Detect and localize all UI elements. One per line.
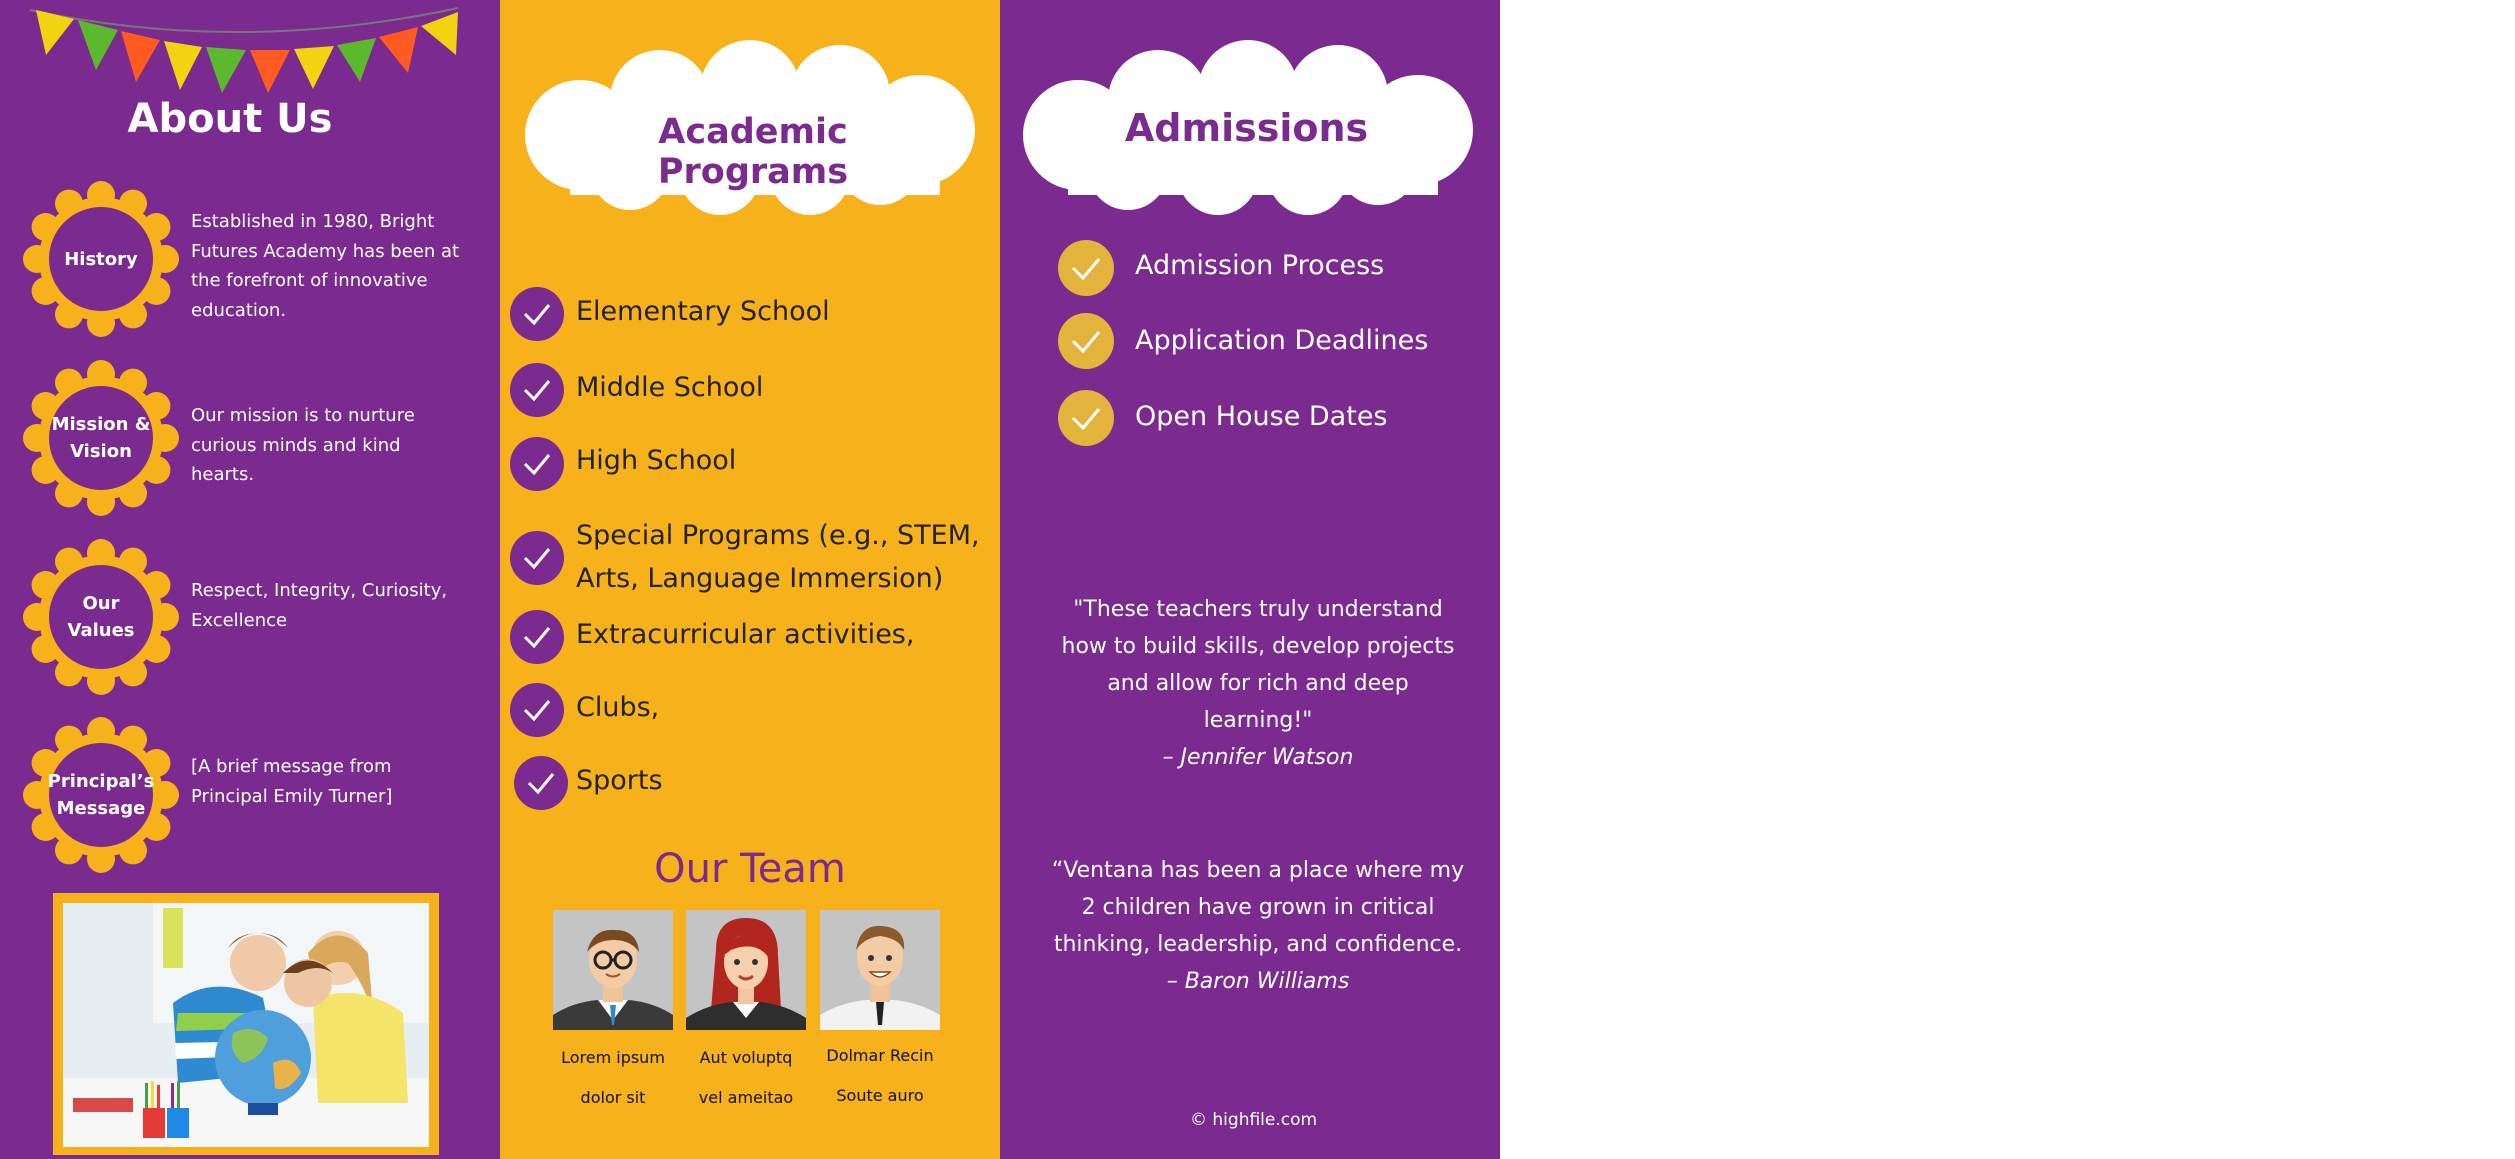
member-title: dolor sit bbox=[580, 1088, 646, 1107]
quote-author: – Jennifer Watson bbox=[1162, 745, 1354, 770]
member-name: Lorem ipsum bbox=[561, 1048, 665, 1067]
bunting-flags bbox=[0, 0, 470, 95]
member-name: Dolmar Recin bbox=[826, 1046, 934, 1065]
quote-author: – Baron Williams bbox=[1166, 969, 1350, 994]
children-globe-image bbox=[63, 903, 429, 1147]
check-icon bbox=[510, 610, 564, 664]
member-title: Soute auro bbox=[836, 1086, 924, 1105]
check-icon bbox=[1058, 313, 1114, 369]
check-icon bbox=[510, 363, 564, 417]
program-label: Special Programs (e.g., STEM, Arts, Language Immersion) bbox=[576, 520, 980, 594]
principal-text: [A brief message from Principal Emily Turner] bbox=[191, 756, 393, 807]
team-member bbox=[686, 910, 806, 1107]
mission-badge bbox=[22, 359, 180, 517]
program-label: Middle School bbox=[576, 372, 764, 403]
admission-label: Admission Process bbox=[1135, 250, 1385, 281]
check-icon bbox=[514, 756, 568, 810]
mission-label: Mission & Vision bbox=[51, 414, 151, 462]
program-label: Elementary School bbox=[576, 296, 830, 327]
program-label: Extracurricular activities, bbox=[576, 619, 915, 650]
avatar bbox=[553, 910, 673, 1030]
mission-text: Our mission is to nurture curious minds and kind hearts. bbox=[191, 405, 415, 485]
team-member bbox=[820, 910, 940, 1105]
students-photo bbox=[53, 893, 439, 1155]
quote-text: "These teachers truly understand how to build skills, develop projects and allow for rich and deep learning!" bbox=[1061, 597, 1455, 733]
values-badge bbox=[22, 538, 180, 696]
check-icon bbox=[510, 683, 564, 737]
team-title: Our Team bbox=[654, 846, 846, 892]
history-badge bbox=[22, 180, 180, 338]
admission-label: Application Deadlines bbox=[1135, 325, 1429, 356]
check-icon bbox=[510, 531, 564, 585]
history-text: Established in 1980, Bright Futures Academy has been at the forefront of innovative education. bbox=[191, 211, 460, 321]
avatar bbox=[820, 910, 940, 1030]
program-label: High School bbox=[576, 445, 737, 476]
copyright: © highfile.com bbox=[1190, 1110, 1318, 1130]
about-title: About Us bbox=[127, 96, 333, 142]
values-label: Our Values bbox=[67, 593, 135, 641]
program-label: Clubs, bbox=[576, 692, 660, 723]
principal-label: Principal’s Message bbox=[47, 771, 155, 819]
principal-badge bbox=[22, 716, 180, 874]
testimonials-title: Testimonials: bbox=[2116, 508, 2399, 552]
member-title: vel ameitao bbox=[698, 1088, 794, 1107]
avatar bbox=[686, 910, 806, 1030]
check-icon bbox=[1058, 240, 1114, 296]
check-icon bbox=[510, 437, 564, 491]
member-name: Aut voluptq bbox=[699, 1048, 793, 1067]
values-text: Respect, Integrity, Curiosity, Excellence bbox=[191, 580, 448, 631]
quote-text: “Ventana has been a place where my 2 children have grown in critical thinking, leadership, and confidence. bbox=[1051, 858, 1465, 957]
program-label: Sports bbox=[576, 765, 663, 796]
admission-label: Open House Dates bbox=[1135, 401, 1388, 432]
check-icon bbox=[510, 287, 564, 341]
team-member bbox=[553, 910, 673, 1107]
admissions-title: Admissions bbox=[1124, 106, 1369, 150]
about-panel bbox=[0, 0, 500, 1159]
testimonial-quote bbox=[1050, 852, 1466, 1000]
check-icon bbox=[1058, 390, 1114, 446]
academic-title: Academic Programs bbox=[657, 112, 849, 192]
testimonial-quote bbox=[1050, 591, 1466, 776]
history-label: History bbox=[64, 248, 138, 270]
